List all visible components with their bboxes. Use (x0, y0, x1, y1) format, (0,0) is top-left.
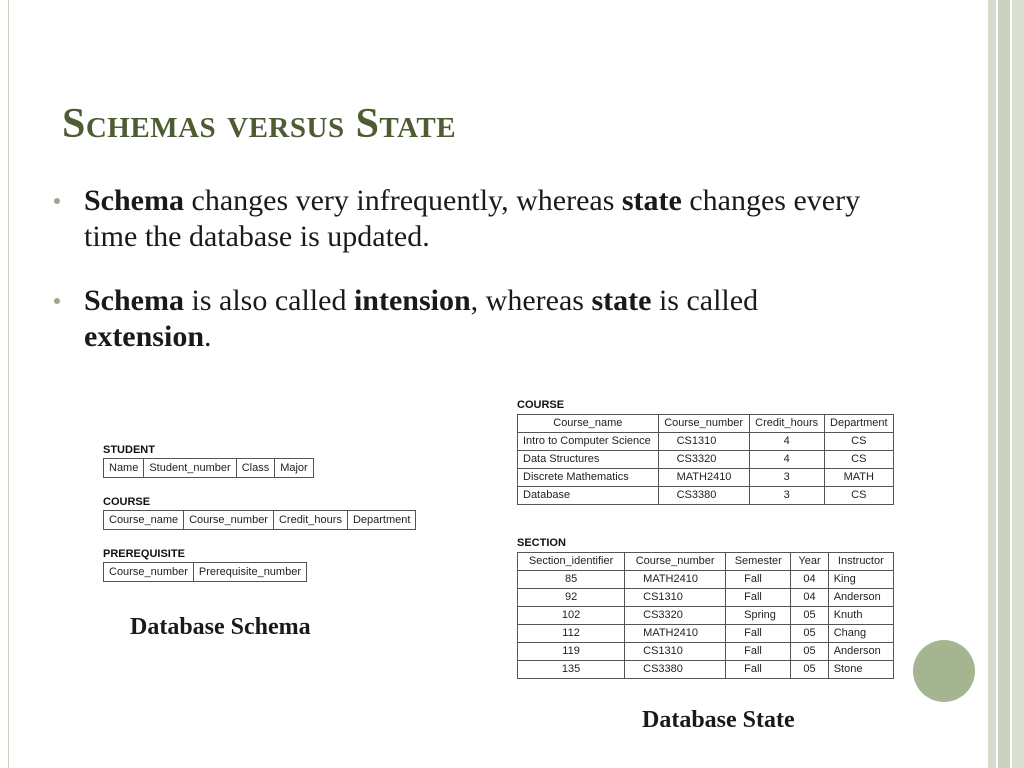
table-row (518, 469, 894, 487)
table-row (518, 433, 894, 451)
table-cell: 4 (749, 451, 824, 469)
schema-attribute: Class (236, 459, 275, 477)
table-cell: Discrete Mathematics (518, 469, 659, 487)
table-row (518, 451, 894, 469)
state-caption: Database State (642, 707, 795, 733)
table-cell: 05 (791, 607, 828, 625)
table-cell: MATH2410 (625, 571, 726, 589)
schema-prerequisite-row (103, 562, 307, 582)
table-cell: King (828, 571, 893, 589)
slide-title: Schemas versus State (62, 101, 457, 147)
schema-attribute: Course_name (109, 514, 179, 526)
table-cell: CS (824, 433, 893, 451)
table-cell: CS (824, 487, 893, 505)
table-cell: MATH2410 (658, 469, 749, 487)
bullet-text: is also called (184, 284, 354, 317)
state-course-table (517, 414, 894, 505)
table-row (518, 625, 894, 643)
table-cell: 05 (791, 643, 828, 661)
table-cell: Fall (726, 571, 791, 589)
schema-attribute: Student_number (143, 459, 235, 477)
bullet-text: changes every time the database is updated. (84, 184, 861, 253)
table-row (518, 571, 894, 589)
schema-course-label: COURSE (103, 496, 151, 508)
column-header: Semester (726, 553, 791, 571)
table-row (518, 487, 894, 505)
bullet-text: , whereas (470, 284, 592, 317)
table-cell: Anderson (828, 643, 893, 661)
column-header: Department (824, 415, 893, 433)
bullet-text: is called (651, 284, 759, 317)
schema-attribute: Prerequisite_number (193, 563, 306, 581)
table-cell: 85 (518, 571, 625, 589)
column-header: Instructor (828, 553, 893, 571)
table-cell: CS1310 (625, 589, 726, 607)
bullet-bold-term: intension (353, 284, 471, 317)
table-cell: 04 (791, 589, 828, 607)
table-cell: Data Structures (518, 451, 659, 469)
table-cell: Fall (726, 589, 791, 607)
schema-course-row (103, 510, 416, 530)
table-cell: Chang (828, 625, 893, 643)
schema-student-row (103, 458, 314, 478)
table-cell: Database (518, 487, 659, 505)
schema-attribute: Major (274, 459, 313, 477)
schema-caption: Database Schema (130, 614, 311, 640)
table-cell: 05 (791, 661, 828, 679)
table-cell: Fall (726, 661, 791, 679)
column-header: Credit_hours (749, 415, 824, 433)
bullet-dot-icon (54, 198, 60, 204)
table-cell: 04 (791, 571, 828, 589)
table-cell: CS1310 (625, 643, 726, 661)
table-cell: CS3380 (625, 661, 726, 679)
table-header-row (518, 415, 894, 433)
schema-attribute: Credit_hours (273, 511, 347, 529)
table-row (518, 661, 894, 679)
table-cell: 119 (518, 643, 625, 661)
schema-attribute: Course_number (109, 566, 188, 578)
table-cell: CS1310 (658, 433, 749, 451)
bullet-item (52, 183, 882, 255)
table-cell: Spring (726, 607, 791, 625)
table-cell: 4 (749, 433, 824, 451)
table-cell: 3 (749, 487, 824, 505)
bullet-bold-term: Schema (84, 184, 184, 217)
table-header-row (518, 553, 894, 571)
table-cell: MATH2410 (625, 625, 726, 643)
state-section-table (517, 552, 894, 679)
table-cell: Stone (828, 661, 893, 679)
schema-student-label: STUDENT (103, 444, 155, 456)
table-cell: 112 (518, 625, 625, 643)
table-cell: 3 (749, 469, 824, 487)
column-header: Course_number (625, 553, 726, 571)
table-cell: CS3320 (658, 451, 749, 469)
column-header: Year (791, 553, 828, 571)
table-row (518, 643, 894, 661)
table-cell: Intro to Computer Science (518, 433, 659, 451)
table-cell: 05 (791, 625, 828, 643)
schema-attribute: Name (109, 462, 139, 474)
table-cell: CS (824, 451, 893, 469)
table-cell: Fall (726, 643, 791, 661)
schema-attribute: Department (347, 511, 415, 529)
bullet-list (52, 183, 882, 355)
decorative-circle (913, 640, 975, 702)
table-cell: CS3380 (658, 487, 749, 505)
bullet-bold-term: state (621, 184, 682, 217)
table-cell: Fall (726, 625, 791, 643)
bullet-bold-term: state (591, 284, 652, 317)
bullet-bold-term: extension (84, 320, 204, 353)
table-cell: Anderson (828, 589, 893, 607)
bullet-bold-term: Schema (84, 284, 184, 317)
table-cell: CS3320 (625, 607, 726, 625)
schema-attribute: Course_number (183, 511, 273, 529)
table-cell: 92 (518, 589, 625, 607)
bullet-dot-icon (54, 298, 60, 304)
column-header: Section_identifier (518, 553, 625, 571)
slide-right-stripes (984, 0, 1024, 768)
column-header: Course_number (658, 415, 749, 433)
slide-left-border (0, 0, 9, 768)
table-row (518, 589, 894, 607)
bullet-text: changes very infrequently, whereas (184, 184, 622, 217)
table-cell: MATH (824, 469, 893, 487)
state-course-label: COURSE (517, 399, 565, 411)
table-cell: Knuth (828, 607, 893, 625)
bullet-text: . (204, 320, 212, 353)
bullet-item (52, 283, 882, 355)
column-header: Course_name (518, 415, 659, 433)
schema-prerequisite-label: PREREQUISITE (103, 548, 185, 560)
table-cell: 135 (518, 661, 625, 679)
state-section-label: SECTION (517, 537, 566, 549)
table-cell: 102 (518, 607, 625, 625)
table-row (518, 607, 894, 625)
